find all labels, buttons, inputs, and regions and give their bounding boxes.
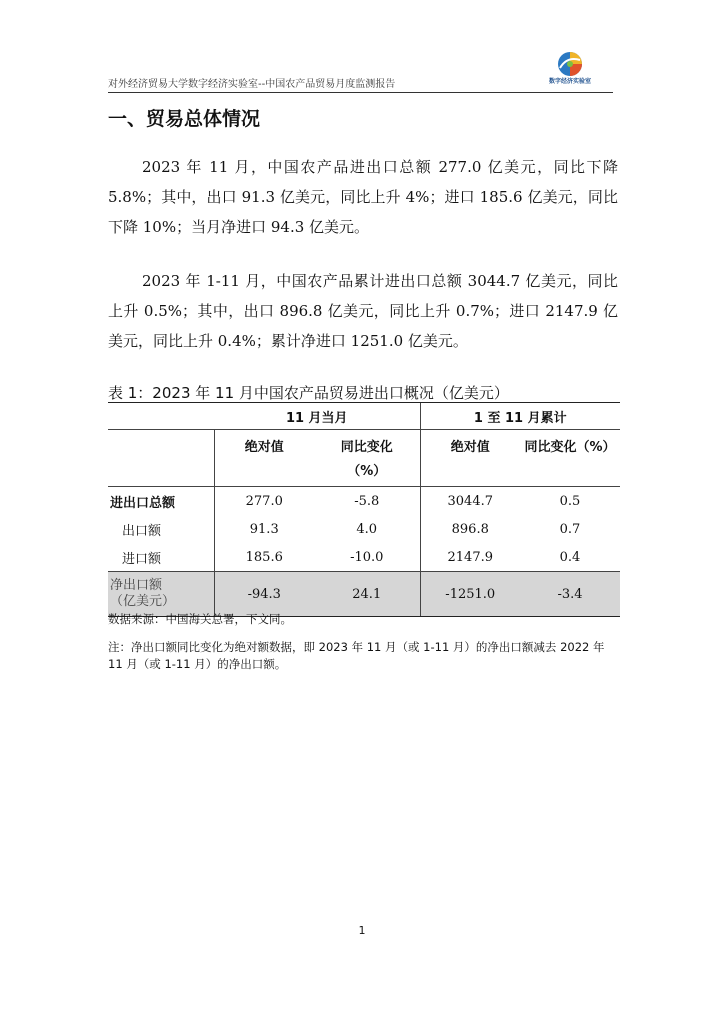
- table-caption: 表 1：2023 年 11 月中国农产品贸易进出口概况（亿美元）: [108, 384, 509, 402]
- cell-import-cum-yoy: 0.4: [559, 549, 581, 565]
- cell-total-month-yoy: -5.8: [354, 493, 380, 509]
- table-group-header-row: [108, 403, 620, 430]
- table-row: [108, 515, 620, 543]
- col-header-cum-yoy: 同比变化（%）: [520, 430, 620, 487]
- col-header-month-yoy-text: 同比变化（%）: [340, 440, 393, 479]
- col-header-cum-abs: 绝对值: [420, 430, 520, 487]
- group-header-month: 11 月当月: [214, 403, 420, 430]
- cell-net-month-abs: -94.3: [214, 572, 314, 617]
- lab-logo-icon: [555, 50, 585, 78]
- cell-export-cum-yoy: 0.7: [559, 521, 581, 537]
- header-title: 对外经济贸易大学数字经济实验室--中国农产品贸易月度监测报告: [108, 79, 396, 90]
- paragraph-monthly: 2023 年 11 月，中国农产品进出口总额 277.0 亿美元，同比下降 5.8%；其中，出口 91.3 亿美元，同比上升 4%；进口 185.6 亿美元，同比下降 10%；当月净进口 94.3 亿美元。: [108, 158, 618, 236]
- cell-import-month-yoy: -10.0: [350, 549, 384, 565]
- table-column-header-row: [108, 430, 620, 487]
- row-label-total: 进出口总额: [110, 495, 176, 511]
- trade-summary-table: [108, 402, 620, 617]
- cell-import-cum-abs: 2147.9: [420, 543, 520, 572]
- cell-export-cum-abs: 896.8: [420, 515, 520, 543]
- table-row: [108, 543, 620, 572]
- logo-text: 数字经济实验室: [548, 78, 591, 85]
- row-label-net-export: [108, 572, 214, 617]
- page-number: 1: [358, 924, 366, 937]
- row-label-net-export-line1: 净出口额: [110, 578, 163, 593]
- col-header-month-yoy: [314, 430, 420, 487]
- row-label-net-export-line2: （亿美元）: [110, 594, 176, 609]
- footnote: 注：净出口额同比变化为绝对额数据，即 2023 年 11 月（或 1-11 月）的净出口额减去 2022 年 11 月（或 1-11 月）的净出口额。: [108, 640, 605, 671]
- row-label-import: 进口额: [122, 551, 162, 567]
- cell-total-cum-yoy: 0.5: [559, 493, 581, 509]
- source-note: 数据来源：中国海关总署，下文同。: [108, 612, 292, 626]
- col-header-month-abs: 绝对值: [214, 430, 314, 487]
- table-corner: [108, 403, 214, 430]
- page-header: [108, 50, 613, 93]
- cell-net-cum-abs: -1251.0: [420, 572, 520, 617]
- paragraph-cumulative: 2023 年 1-11 月，中国农产品累计进出口总额 3044.7 亿美元，同比上升 0.5%；其中，出口 896.8 亿美元，同比上升 0.7%；进口 2147.9 亿美元，同比上升 0.4%；累计净进口 1251.0 亿美元。: [108, 272, 618, 350]
- section-title: 一、贸易总体情况: [108, 108, 261, 130]
- table-row: [108, 487, 620, 516]
- group-header-cumulative: 1 至 11 月累计: [420, 403, 620, 430]
- cell-import-month-abs: 185.6: [214, 543, 314, 572]
- lab-logo: [535, 50, 605, 90]
- table-row: [108, 572, 620, 617]
- cell-export-month-abs: 91.3: [214, 515, 314, 543]
- row-label-export: 出口额: [122, 523, 162, 539]
- table-corner-2: [108, 430, 214, 487]
- cell-net-month-yoy: 24.1: [314, 572, 420, 617]
- cell-net-cum-yoy: -3.4: [520, 572, 620, 617]
- cell-export-month-yoy: 4.0: [356, 521, 378, 537]
- cell-total-month-abs: 277.0: [214, 487, 314, 516]
- cell-total-cum-abs: 3044.7: [420, 487, 520, 516]
